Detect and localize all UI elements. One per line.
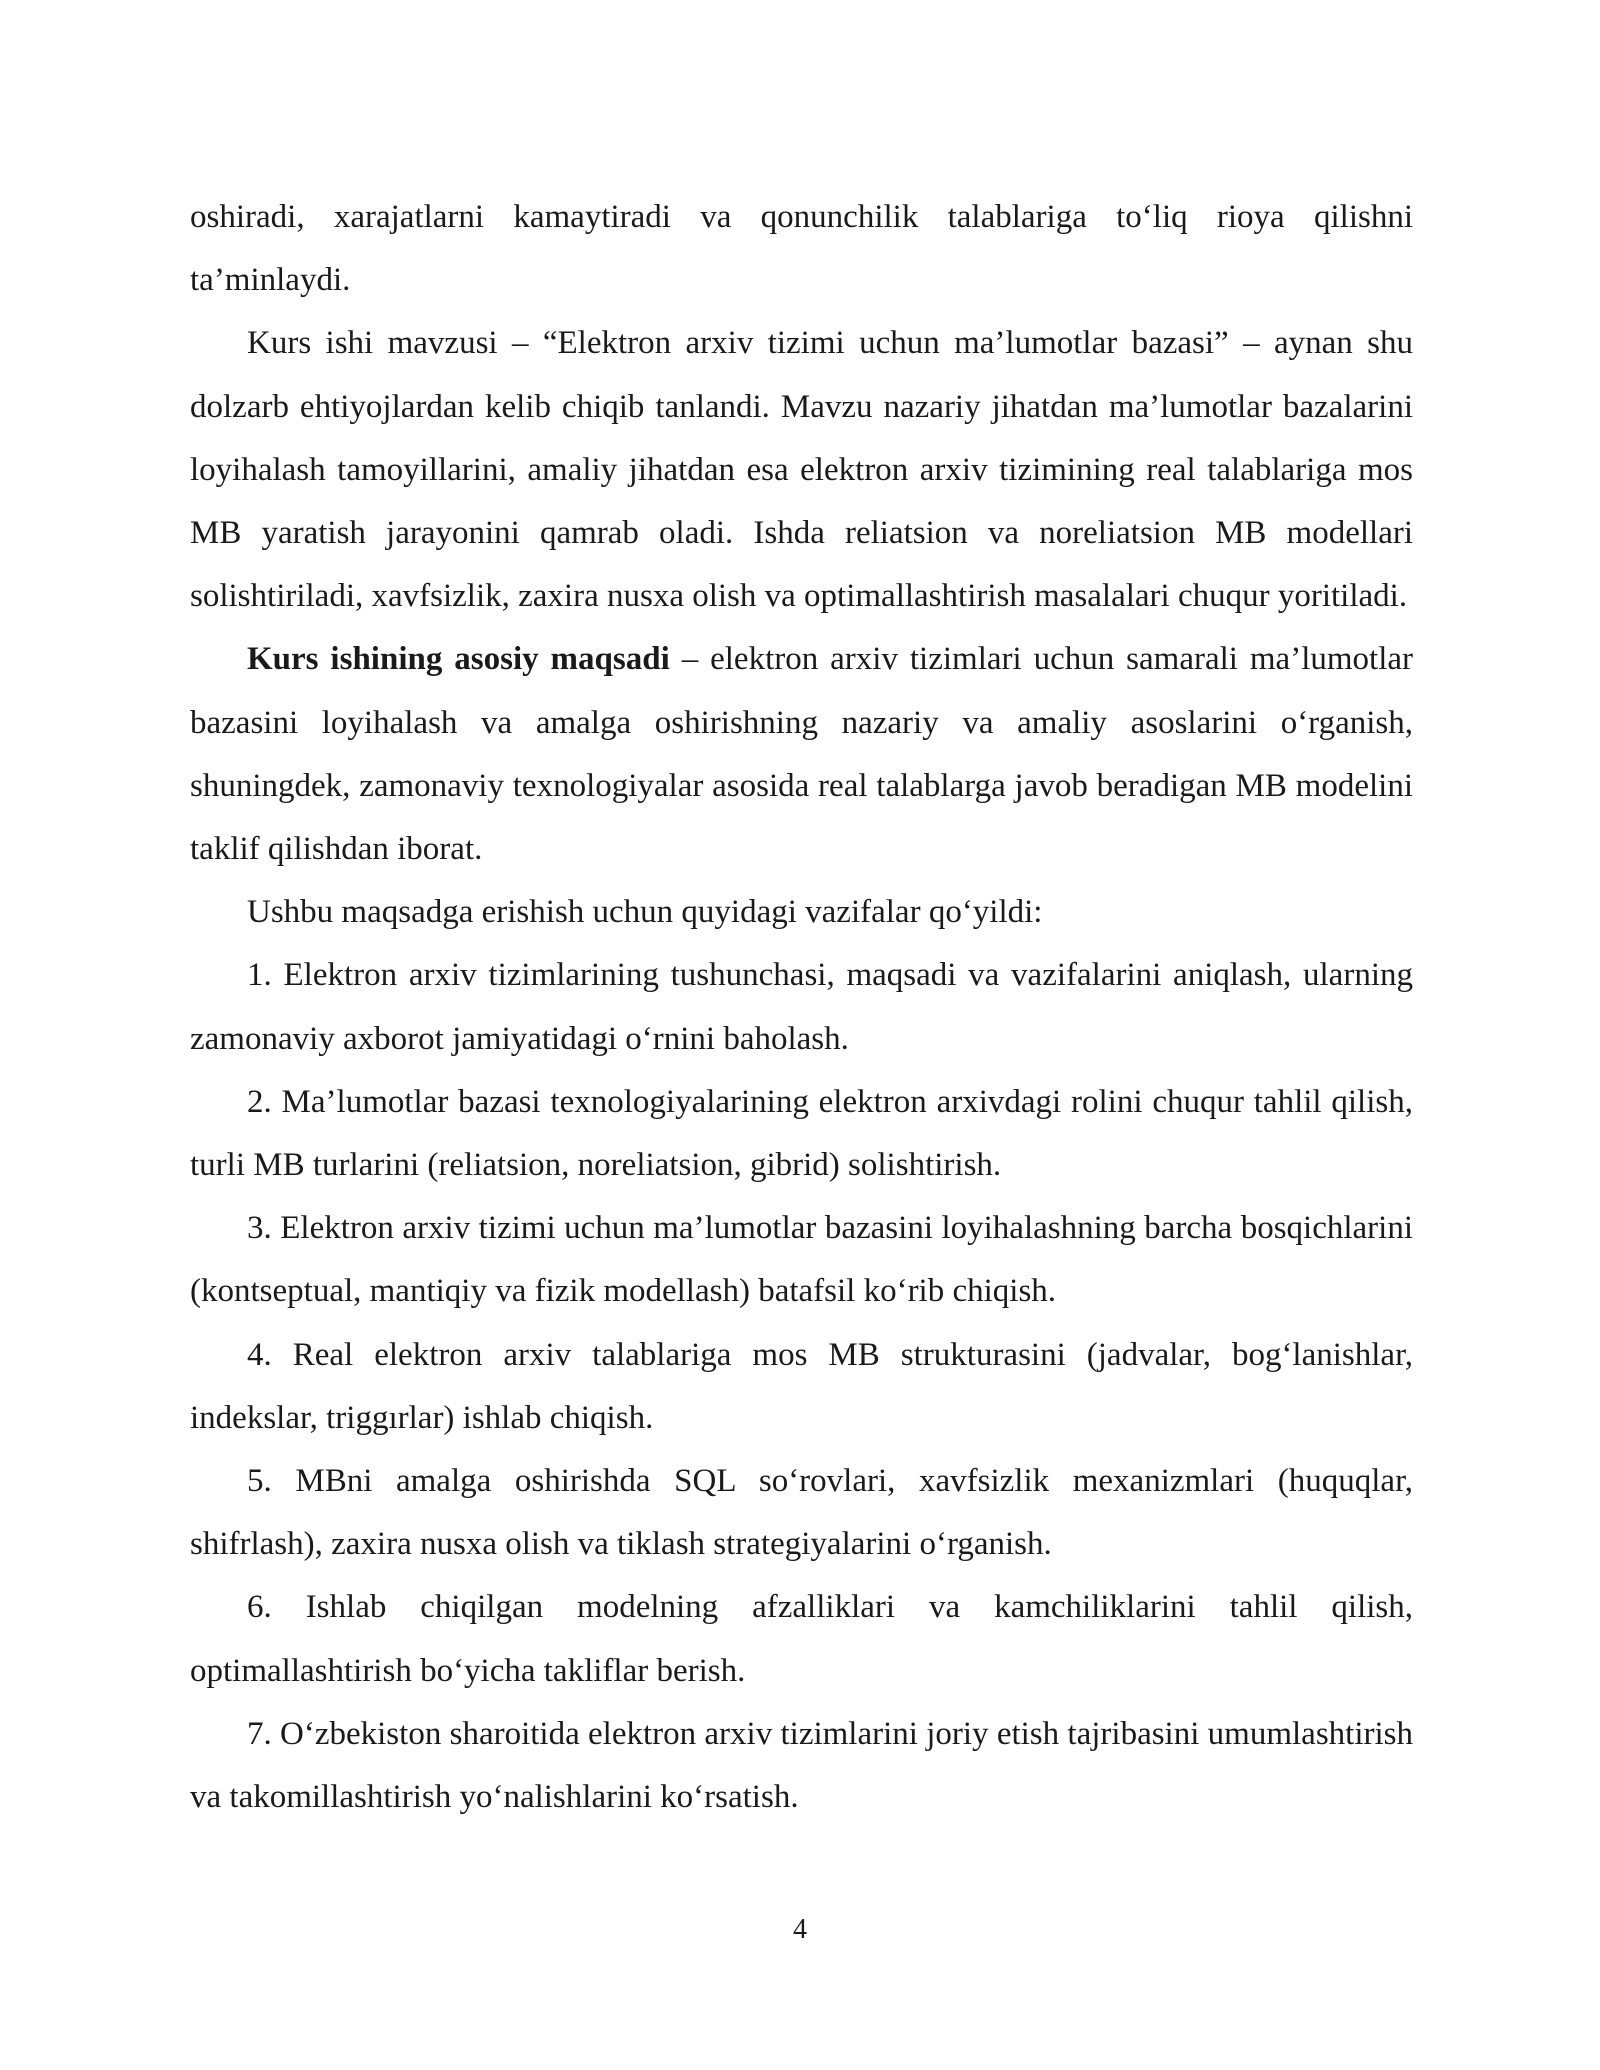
task-item-7: 7. O‘zbekiston sharoitida elektron arxiv tizimlarini joriy etish tajribasini umumlashtirish va takomillashtirish yo‘nalishlarini ko‘rsatish. (190, 1715, 1413, 1816)
goal-text: – elektron arxiv tizimlari uchun samarali ma’lumotlar bazasini loyihalash va amalga oshirishning nazariy va amaliy asoslarini o‘rganish, shuningdek, zamonaviy texnologiyalar asosida real talablarga javob beradigan MB modelini taklif qilishdan iborat. (190, 641, 1413, 868)
body-text (190, 186, 1413, 1829)
page-number: 4 (793, 1914, 807, 1945)
task-item-5: 5. MBni amalga oshirishda SQL so‘rovlari, xavfsizlik mexanizmlari (huquqlar, shifrlash), zaxira nusxa olish va tiklash strategiyalarini o‘rganish. (190, 1463, 1413, 1563)
paragraph-topic: Kurs ishi mavzusi – “Elektron arxiv tizimi uchun ma’lumotlar bazasi” – aynan shu dolzarb ehtiyojlardan kelib chiqib tanlandi. Mavzu nazariy jihatdan ma’lumotlar bazalarini loyihalash tamoyillarini, amaliy jihatdan esa elektron arxiv tizimining real talablariga mos MB yaratish jarayonini qamrab oladi. Ishda reliatsion va noreliatsion MB modellari solishtiriladi, xavfsizlik, zaxira nusxa olish va optimallashtirish masalalari chuqur yoritiladi. (190, 325, 1413, 615)
paragraph-goal (190, 628, 1413, 881)
task-item-3: 3. Elektron arxiv tizimi uchun ma’lumotlar bazasini loyihalashning barcha bosqichlarini (kontseptual, mantiqiy va fizik modellash) batafsil ko‘rib chiqish. (190, 1210, 1413, 1310)
paragraph-continuation: oshiradi, xarajatlarni kamaytiradi va qonunchilik talablariga to‘liq rioya qilishni ta’minlaydi. (190, 199, 1413, 299)
task-item-2: 2. Ma’lumotlar bazasi texnologiyalarining elektron arxivdagi rolini chuqur tahlil qilish, turli MB turlarini (reliatsion, noreliatsion, gibrid) solishtirish. (190, 1083, 1413, 1184)
goal-heading: Kurs ishining asosiy maqsadi (247, 641, 670, 678)
paragraph-tasks-intro: Ushbu maqsadga erishish uchun quyidagi vazifalar qo‘yildi: (247, 894, 1043, 931)
task-item-6: 6. Ishlab chiqilgan modelning afzalliklari va kamchiliklarini tahlil qilish, optimallashtirish bo‘yicha takliflar berish. (190, 1589, 1413, 1689)
task-item-4: 4. Real elektron arxiv talablariga mos MB strukturasini (jadvalar, bog‘lanishlar, indekslar, triggırlar) ishlab chiqish. (190, 1336, 1413, 1436)
task-item-1: 1. Elektron arxiv tizimlarining tushunchasi, maqsadi va vazifalarini aniqlash, ularning zamonaviy axborot jamiyatidagi o‘rnini baholash. (190, 957, 1413, 1057)
